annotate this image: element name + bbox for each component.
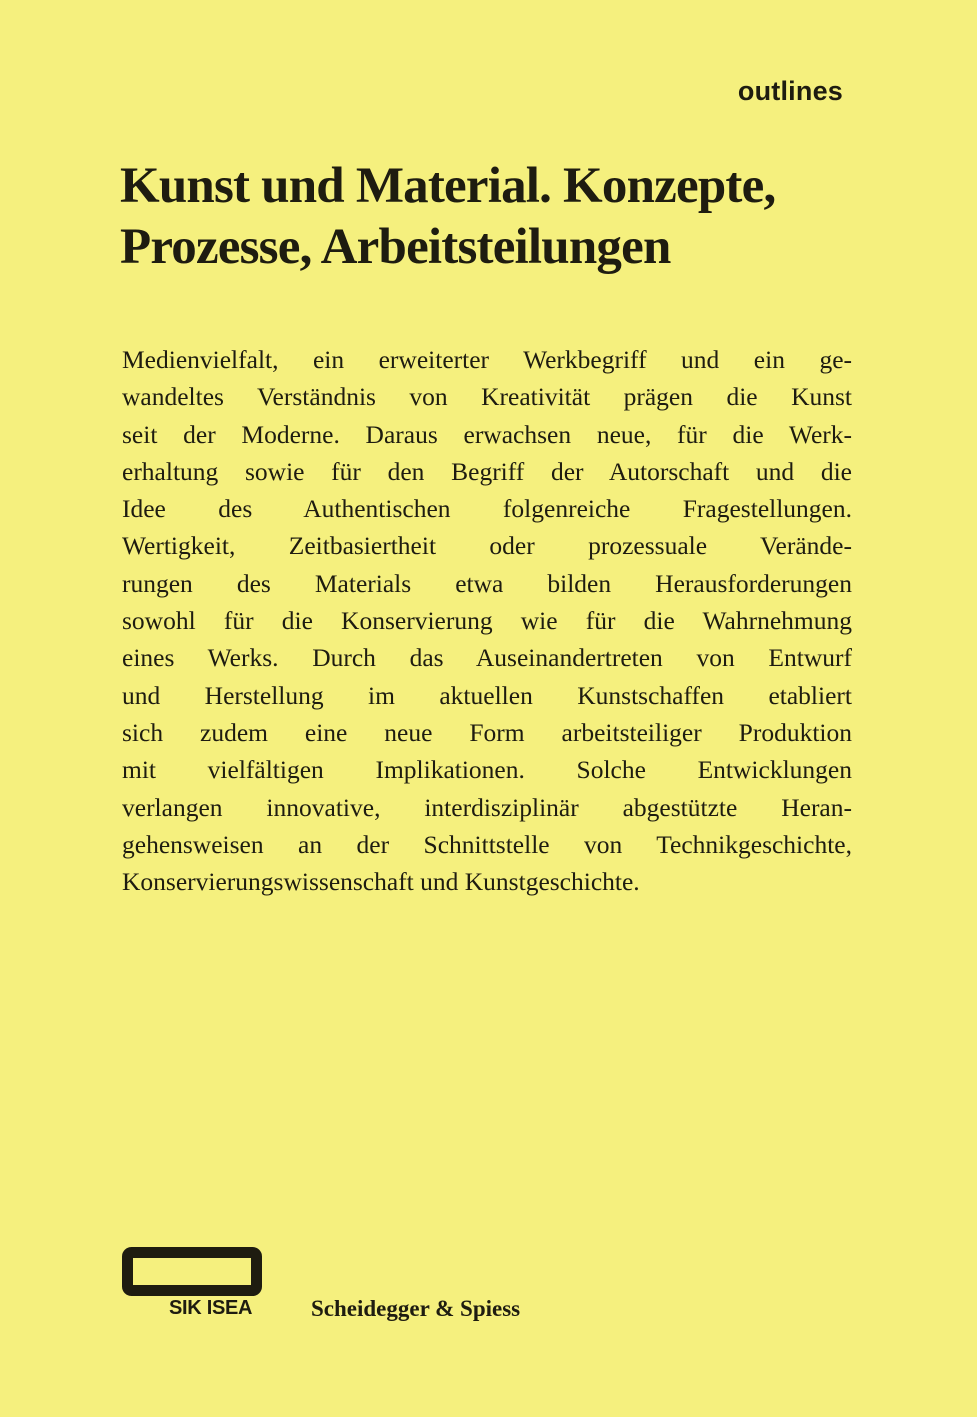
blurb-line: Medienvielfalt, ein erweiterter Werkbegriff und ein ge- — [122, 345, 852, 374]
blurb-line: verlangen innovative, interdisziplinär abgestützte Heran- — [122, 792, 852, 822]
title-line: Kunst und Material. Konzepte, — [120, 158, 776, 214]
blurb-line: rungen des Materials etwa bilden Herausforderungen — [122, 568, 852, 598]
blurb-line: gehensweisen an der Schnittstelle von Technikgeschichte, — [122, 829, 852, 859]
series-label: outlines — [737, 76, 843, 106]
book-title — [120, 156, 880, 278]
logo-text: SIK ISEA — [169, 1297, 253, 1319]
blurb-line: wandeltes Verständnis von Kreativität prägen die Kunst — [122, 382, 852, 412]
blurb-line: eines Werks. Durch das Auseinandertreten von Entwurf — [122, 643, 852, 673]
blurb-line: erhaltung sowie für den Begriff der Autorschaft und die — [122, 456, 852, 486]
blurb-line: sowohl für die Konservierung wie für die Wahrnehmung — [122, 606, 852, 636]
title-line: Prozesse, Arbeitsteilungen — [120, 219, 671, 275]
publisher-name: Scheidegger & Spiess — [311, 1296, 521, 1321]
logo-frame-icon — [122, 1247, 262, 1301]
blurb-line: sich zudem eine neue Form arbeitsteiliger Produktion — [122, 717, 852, 747]
blurb-line: Wertigkeit, Zeitbasiertheit oder prozessuale Verände- — [122, 531, 852, 561]
blurb-line: Konservierungswissenschaft und Kunstgeschichte. — [122, 867, 640, 897]
blurb-line: seit der Moderne. Daraus erwachsen neue, für die Werk- — [122, 419, 852, 449]
blurb-line: Idee des Authentischen folgenreiche Fragestellungen. — [122, 494, 852, 524]
blurb-line: mit vielfältigen Implikationen. Solche Entwicklungen — [122, 755, 852, 785]
sik-isea-logo — [122, 1247, 262, 1319]
blurb-line: und Herstellung im aktuellen Kunstschaffen etabliert — [122, 680, 852, 710]
blurb-text — [122, 341, 852, 900]
